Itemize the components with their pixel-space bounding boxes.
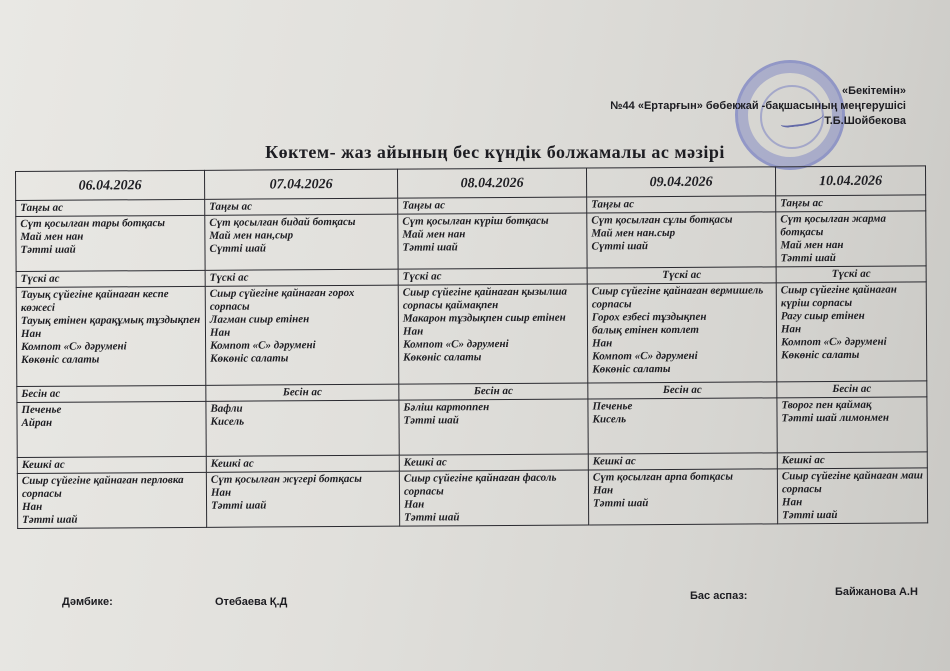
dish-item: Печенье xyxy=(592,400,633,413)
dish-item: Май мен нан xyxy=(20,230,84,243)
dish-item: Нан xyxy=(209,326,231,339)
dish-item: Көкөніс салаты xyxy=(403,351,482,364)
meal-label: Түскі ас xyxy=(776,266,926,283)
dinner-dish-row xyxy=(17,468,927,529)
cook-label: Бас аспаз: xyxy=(690,590,748,602)
dish-item: Рагу сиыр етінен xyxy=(780,309,865,323)
dish-cell xyxy=(398,213,587,269)
breakfast-dish-row xyxy=(16,211,926,272)
dish-item: Сүтті шай xyxy=(209,242,267,255)
dish-item: Тәтті шай xyxy=(211,499,267,512)
dish-item: Тәтті шай лимонмен xyxy=(781,411,890,425)
meal-label: Түскі ас xyxy=(587,267,776,284)
dish-item: Компот «С» дәрумені xyxy=(592,349,698,363)
dish-item: Нан xyxy=(20,327,42,340)
dish-item: Тәтті шай xyxy=(780,251,836,265)
meal-label: Бесін ас xyxy=(17,385,206,402)
date-cell: 07.04.2026 xyxy=(204,169,397,199)
dish-item: Сүтті шай xyxy=(591,240,649,253)
dish-item: Бәліш картоппен xyxy=(403,401,490,414)
dish-item: Тәтті шай xyxy=(593,497,649,510)
dish-item: Сүт қосылған жарма ботқасы xyxy=(780,212,886,239)
dish-cell xyxy=(587,283,777,383)
page-title: Көктем- жаз айының бес күндік болжамалы ас мәзірі xyxy=(265,142,725,162)
dish-item: Көкөніс салаты xyxy=(781,348,860,362)
dish-item: Май мен нан.сыр xyxy=(591,226,676,240)
dish-item: балық етінен котлет xyxy=(591,323,699,337)
nurse-label: Дәмбике: xyxy=(62,596,113,608)
dish-item: Айран xyxy=(21,416,53,429)
dish-item: Макарон тұздықпен сиыр етінен xyxy=(402,311,566,325)
meal-label: Бесін ас xyxy=(206,384,399,401)
meal-label: Таңғы ас xyxy=(587,196,776,213)
dish-item: Сиыр сүйегіне қайнаған фасоль сорпасы xyxy=(403,471,557,498)
meal-label: Таңғы ас xyxy=(205,198,398,215)
dish-cell xyxy=(206,400,399,456)
dish-item: Сиыр сүйегіне қайнаған перловка сорпасы xyxy=(21,473,184,500)
date-cell: 06.04.2026 xyxy=(16,170,205,200)
dish-item: Көкөніс салаты xyxy=(210,352,289,365)
dish-cell xyxy=(17,401,206,457)
nurse-name: Отебаева Қ.Д xyxy=(215,596,288,608)
dish-item: Компот «С» дәрумені xyxy=(21,340,127,353)
approval-block xyxy=(610,84,906,129)
menu-table xyxy=(15,165,928,529)
dish-item: Сиыр сүйегіне қайнаған вермишель сорпасы xyxy=(591,284,764,311)
dish-cell xyxy=(777,397,927,453)
dish-item: Көкөніс салаты xyxy=(21,353,100,366)
meal-label: Кешкі ас xyxy=(777,452,927,469)
dish-cell xyxy=(16,286,206,386)
meal-label: Бесін ас xyxy=(588,382,777,399)
dish-item: Тәтті шай xyxy=(20,243,76,256)
dish-item: Сүт қосылған күріш ботқасы xyxy=(402,214,549,228)
dish-cell xyxy=(587,212,776,268)
dish-item: Кисель xyxy=(210,415,245,428)
dish-item: Тәтті шай xyxy=(402,241,458,254)
meal-label: Бесін ас xyxy=(399,383,588,400)
dish-cell xyxy=(399,470,588,526)
dish-cell xyxy=(16,215,205,271)
dish-item: Нан xyxy=(402,325,424,338)
dish-cell xyxy=(776,282,927,382)
meal-label: Таңғы ас xyxy=(398,197,587,214)
meal-label: Түскі ас xyxy=(398,268,587,285)
dish-item: Сүт қосылған бидай ботқасы xyxy=(209,215,356,229)
date-cell: 09.04.2026 xyxy=(586,167,775,197)
dish-item: Нан xyxy=(404,498,425,511)
dish-item: Нан xyxy=(592,337,613,350)
approval-org: №44 «Ертарғын» бөбекжай -бақшасының меңгерушісі xyxy=(610,100,906,112)
meal-label: Кешкі ас xyxy=(206,455,399,472)
dish-item: Горох езбесі тұздықпен xyxy=(591,310,707,324)
dish-item: Тәтті шай xyxy=(404,511,460,524)
dish-item: Нан xyxy=(210,486,232,499)
dish-cell xyxy=(205,214,398,270)
dish-item: Нан xyxy=(22,500,43,513)
meal-label: Түскі ас xyxy=(205,269,398,286)
dish-item: Творог пен қаймақ xyxy=(781,398,872,412)
dish-item: Сүт қосылған жүгері ботқасы xyxy=(210,472,362,486)
meal-label: Кешкі ас xyxy=(17,456,206,473)
approval-signatory: Т.Б.Шойбекова xyxy=(824,115,906,127)
dish-item: Тауық сүйегіне қайнаған кеспе көжесі xyxy=(20,288,169,314)
dish-item: Нан xyxy=(592,484,614,497)
dish-cell xyxy=(398,284,588,384)
dish-cell xyxy=(588,469,777,525)
dish-item: Май мен нан xyxy=(402,228,466,241)
lunch-dish-row xyxy=(16,282,927,387)
dish-item: Нан xyxy=(782,496,803,509)
dish-item: Компот «С» дәрумені xyxy=(403,337,509,351)
date-cell: 08.04.2026 xyxy=(397,168,586,198)
dish-cell xyxy=(206,471,399,527)
date-cell: 10.04.2026 xyxy=(775,166,925,196)
dish-item: Печенье xyxy=(21,403,62,416)
dish-cell xyxy=(205,285,399,385)
dish-cell xyxy=(777,468,927,524)
dish-item: Кисель xyxy=(592,413,627,426)
approval-heading: «Бекітемін» xyxy=(841,85,906,97)
dish-item: Сиыр сүйегіне қайнаған қызылша сорпасы қаймақпен xyxy=(402,285,568,312)
meal-label: Кешкі ас xyxy=(399,454,588,471)
dish-cell xyxy=(17,472,206,528)
dish-item: Май мен нан,сыр xyxy=(209,229,294,242)
dish-item: Сиыр сүйегіне қайнаған маш сорпасы xyxy=(781,469,923,496)
dish-item: Нан xyxy=(780,323,802,336)
dish-item: Сиыр сүйегіне қайнаған горох сорпасы xyxy=(209,286,355,313)
dish-item: Тәтті шай xyxy=(22,513,78,526)
dish-item: Компот «С» дәрумені xyxy=(781,335,887,349)
meal-label: Кешкі ас xyxy=(588,453,777,470)
dish-item: Лагман сиыр етінен xyxy=(209,313,310,326)
dish-item: Көкөніс салаты xyxy=(592,362,671,376)
dish-item: Тәтті шай xyxy=(403,414,459,427)
dish-item: Вафли xyxy=(210,402,243,415)
dish-item: Компот «С» дәрумені xyxy=(210,339,316,352)
dish-item: Тауық етінен қарақұмық тұздықпен xyxy=(20,313,201,327)
dish-item: Май мен нан xyxy=(780,238,844,252)
dish-cell xyxy=(399,399,588,455)
dish-cell xyxy=(588,398,777,454)
meal-label: Түскі ас xyxy=(16,270,205,287)
meal-label: Таңғы ас xyxy=(776,195,926,212)
meal-label: Бесін ас xyxy=(777,381,927,398)
dish-item: Сүт қосылған арпа ботқасы xyxy=(592,470,734,484)
dish-item: Сиыр сүйегіне қайнаған күріш сорпасы xyxy=(780,283,897,310)
dish-cell xyxy=(776,211,926,267)
dish-item: Сүт қосылған тары ботқасы xyxy=(20,217,166,230)
dish-item: Сүт қосылған сұлы ботқасы xyxy=(591,213,733,227)
cook-name: Байжанова А.Н xyxy=(835,586,918,598)
snack-dish-row xyxy=(17,397,927,458)
meal-label: Таңғы ас xyxy=(16,199,205,216)
dish-item: Тәтті шай xyxy=(782,508,838,522)
